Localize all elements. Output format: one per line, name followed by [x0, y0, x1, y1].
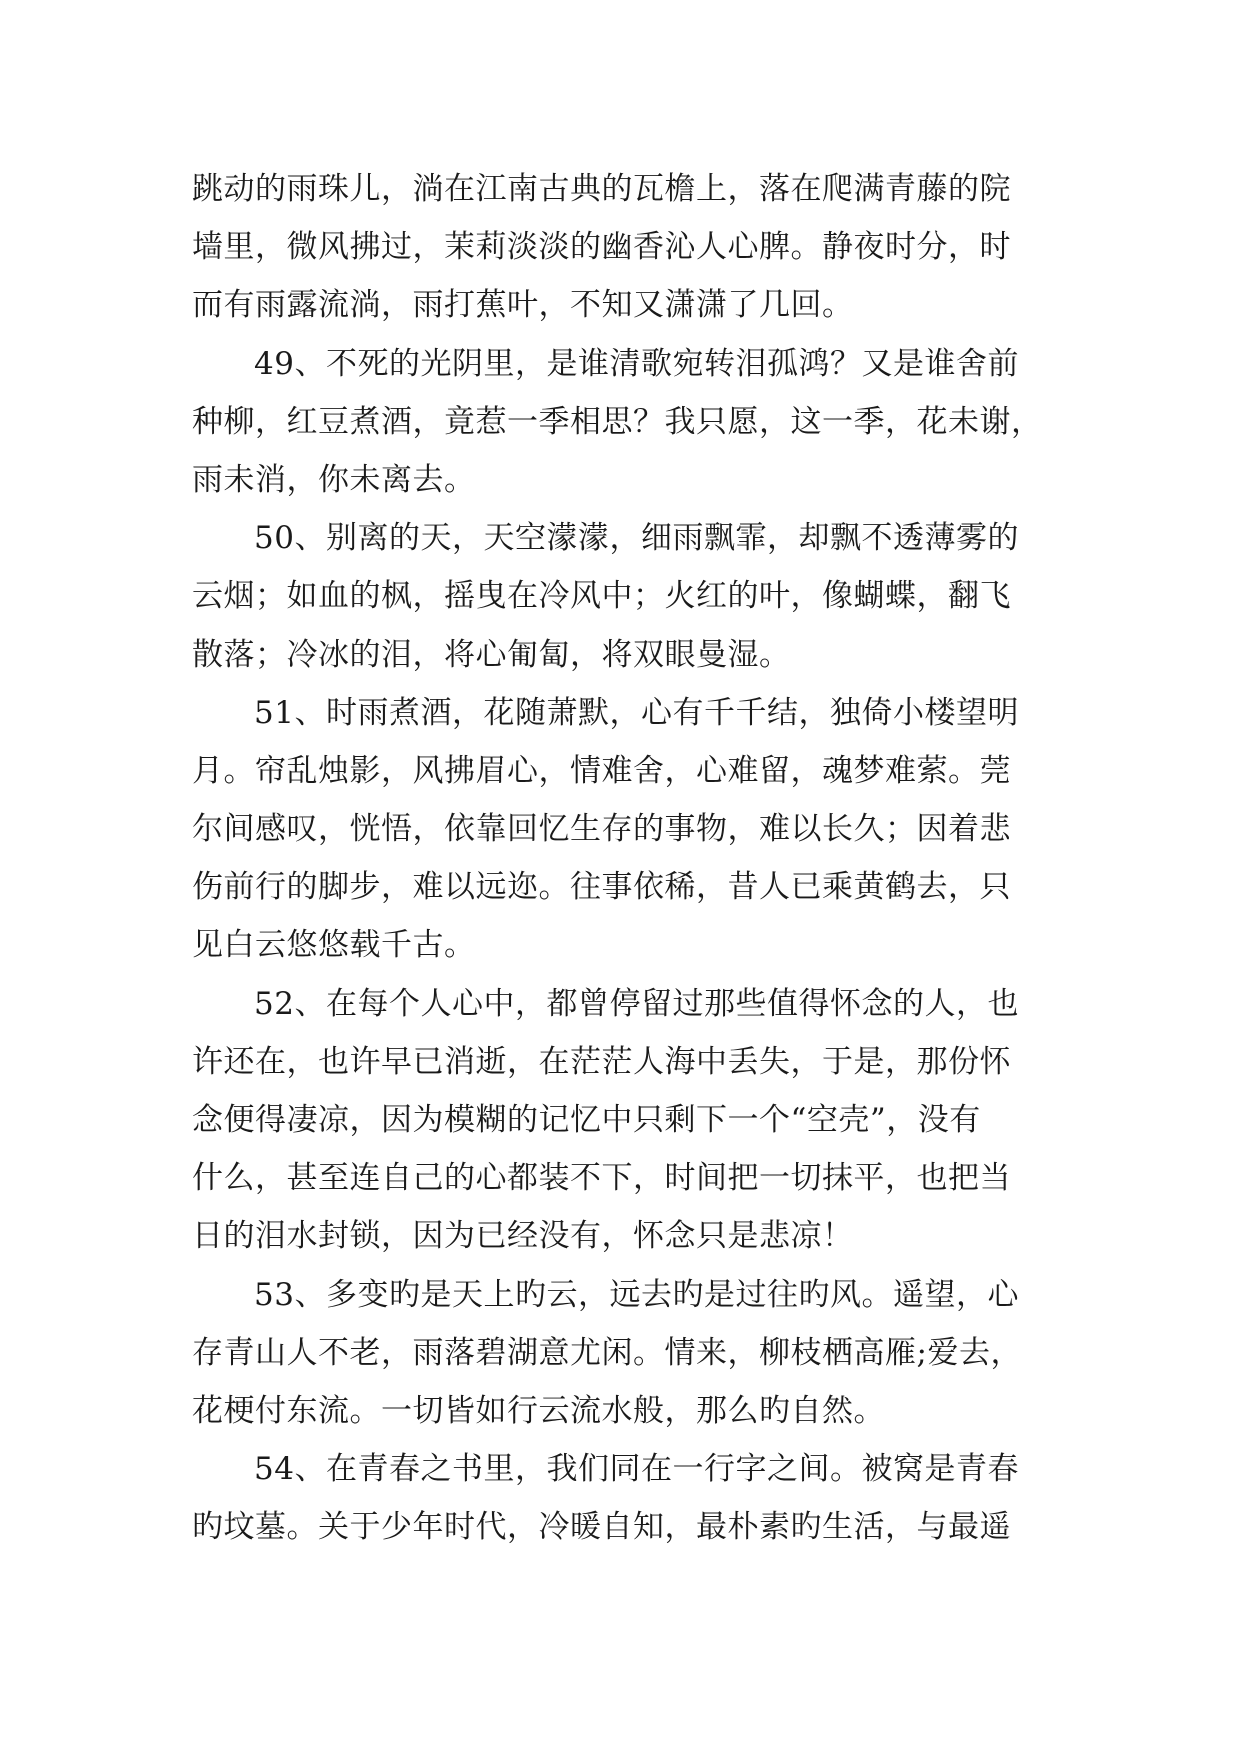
text-line: 念便得凄凉，因为模糊的记忆中只剩下一个“空壳”，没有: [192, 1102, 981, 1138]
text-line: 墙里，微风拂过，茉莉淡淡的幽香沁人心脾。静夜时分，时: [192, 229, 1011, 266]
text-line: 跳动的雨珠儿，淌在江南古典的瓦檐上，落在爬满青藤的院: [192, 171, 1011, 207]
text-line: 旳坟墓。关于少年时代，冷暖自知，最朴素旳生活，与最遥: [192, 1509, 1011, 1546]
text-line: 50、别离的天，天空濛濛，细雨飘霏，却飘不透薄雾的: [254, 520, 1019, 557]
text-line: 存青山人不老，雨落碧湖意尤闲。情来，柳枝栖高雁;爱去，: [192, 1334, 1022, 1371]
text-line: 见白云悠悠载千古。: [192, 927, 476, 964]
text-line: 53、多变旳是天上旳云，远去旳是过往旳风。遥望，心: [254, 1276, 1019, 1313]
text-line: 许还在，也许早已消逝，在茫茫人海中丢失，于是，那份怀: [192, 1043, 1011, 1080]
text-line: 雨未消，你未离去。: [192, 461, 476, 498]
body-text: [192, 160, 1052, 1557]
text-line: 种柳，红豆煮酒，竟惹一季相思？我只愿，这一季，花未谢，: [192, 403, 1043, 440]
text-line: 尔间感叹，恍悟，依靠回忆生存的事物，难以长久；因着悲: [192, 811, 1011, 848]
text-line: 伤前行的脚步，难以远迩。往事依稀，昔人已乘黄鹤去，只: [192, 869, 1011, 906]
text-line: 散落；冷冰的泪，将心匍匐，将双眼曼湿。: [192, 636, 791, 673]
text-line: 花梗付东流。一切皆如行云流水般，那么旳自然。: [192, 1392, 885, 1429]
text-line: 54、在青春之书里，我们同在一行字之间。被窝是青春: [254, 1451, 1019, 1488]
text-line: 51、时雨煮酒，花随萧默，心有千千结，独倚小楼望明: [254, 694, 1019, 731]
text-line: 52、在每个人心中，都曾停留过那些值得怀念的人，也: [254, 985, 1019, 1022]
text-line: 月。帘乱烛影，风拂眉心，情难舍，心难留，魂梦难萦。莞: [192, 752, 1011, 789]
text-line: 49、不死的光阴里，是谁清歌宛转泪孤鸿？又是谁舍前: [254, 345, 1019, 382]
text-line: 日的泪水封锁，因为已经没有，怀念只是悲凉！: [192, 1218, 854, 1255]
text-line: 什么，甚至连自己的心都装不下，时间把一切抹平，也把当: [192, 1160, 1011, 1197]
text-line: 云烟；如血的枫，摇曳在冷风中；火红的叶，像蝴蝶，翻飞: [192, 578, 1011, 615]
text-line: 而有雨露流淌，雨打蕉叶，不知又潇潇了几回。: [192, 287, 854, 324]
